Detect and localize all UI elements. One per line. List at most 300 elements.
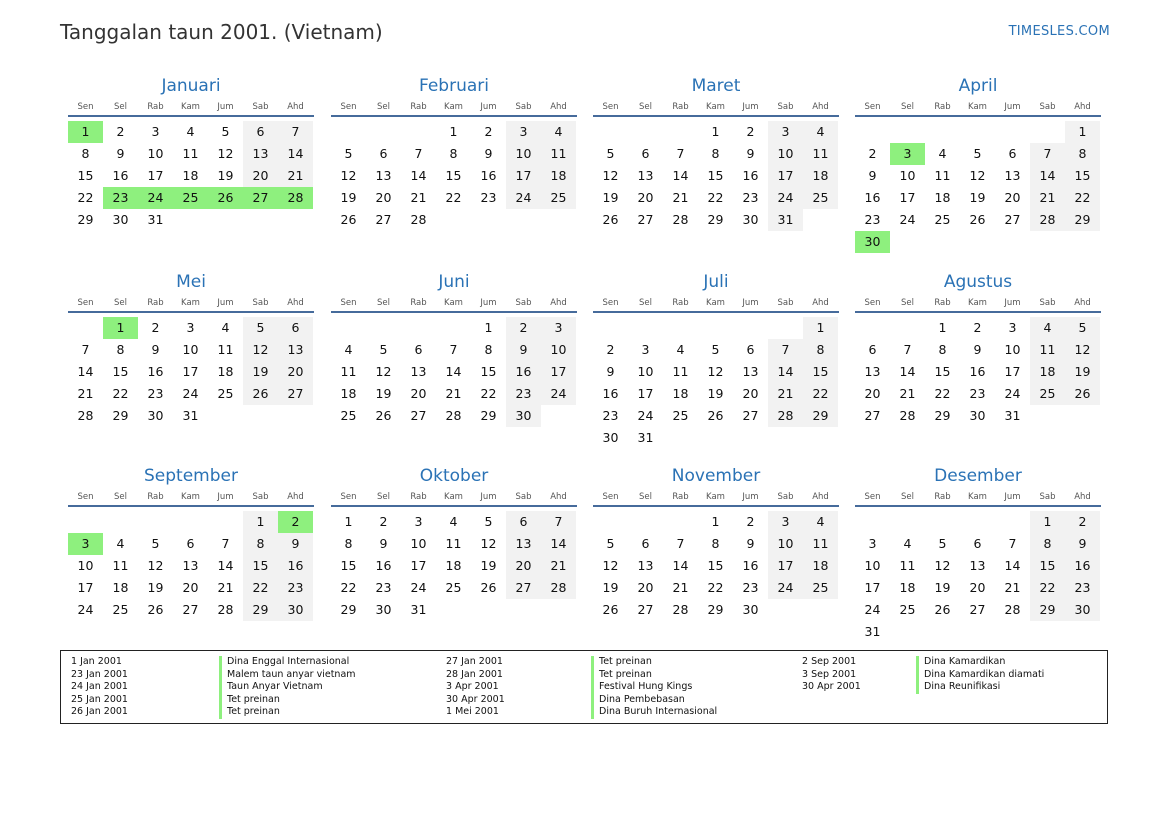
day-grid: [68, 511, 314, 621]
day-cell: 18: [803, 165, 838, 187]
day-cell: 22: [112, 386, 129, 401]
month-september: [68, 465, 314, 621]
day-cell: 30: [602, 430, 619, 445]
weekday-label: Sab: [252, 492, 269, 502]
day-cell: 13: [637, 558, 654, 573]
month-januari: [68, 75, 314, 231]
weekday-label: Rab: [147, 492, 164, 502]
day-cell: 3: [1008, 320, 1017, 335]
weekday-label: Jum: [742, 298, 759, 308]
day-cell: 28: [899, 408, 916, 423]
day-cell: 5: [151, 536, 160, 551]
day-cell: 17: [899, 190, 916, 205]
day-cell: 5: [606, 146, 615, 161]
day-cell: 22: [1065, 187, 1100, 209]
day-cell: 28: [410, 212, 427, 227]
day-cell: 29: [707, 212, 724, 227]
weekday-label: Ahd: [812, 298, 829, 308]
day-cell: 30: [506, 405, 541, 427]
day-cell: 8: [81, 146, 90, 161]
day-cell: 10: [182, 342, 199, 357]
day-cell: 15: [707, 558, 724, 573]
day-cell: 16: [278, 555, 313, 577]
day-cell: 6: [186, 536, 195, 551]
empty-cell: [1030, 121, 1065, 143]
weekday-label: Jum: [742, 102, 759, 112]
holiday-name: Dina Kamardikan: [916, 656, 1044, 669]
day-cell: 3: [541, 317, 576, 339]
day-cell: 19: [707, 386, 724, 401]
day-cell: 10: [1004, 342, 1021, 357]
weekday-label: Kam: [706, 492, 725, 502]
holiday-day-cell: 26: [208, 187, 243, 209]
day-cell: 23: [864, 212, 881, 227]
weekday-label: Kam: [444, 298, 463, 308]
day-cell: 6: [243, 121, 278, 143]
weekday-label: Sen: [864, 298, 881, 308]
day-cell: 8: [116, 342, 125, 357]
day-cell: 22: [480, 386, 497, 401]
day-cell: 10: [541, 339, 576, 361]
empty-cell: [855, 511, 890, 533]
day-cell: 29: [340, 602, 357, 617]
weekday-header: [855, 297, 1101, 313]
day-cell: 23: [1065, 577, 1100, 599]
day-cell: 8: [711, 146, 720, 161]
weekday-label: Sen: [77, 102, 94, 112]
day-cell: 26: [243, 383, 278, 405]
weekday-label: Sab: [1039, 298, 1056, 308]
day-cell: 29: [1065, 209, 1100, 231]
day-cell: 13: [182, 558, 199, 573]
day-cell: 9: [484, 146, 493, 161]
day-cell: 26: [340, 212, 357, 227]
weekday-label: Sel: [639, 102, 652, 112]
weekday-label: Jum: [217, 492, 234, 502]
day-cell: 20: [864, 386, 881, 401]
day-cell: 9: [1065, 533, 1100, 555]
weekday-label: Rab: [934, 298, 951, 308]
day-cell: 18: [541, 165, 576, 187]
holiday-date: 30 Apr 2001: [802, 681, 861, 693]
day-cell: 21: [1004, 580, 1021, 595]
month-februari: [331, 75, 577, 231]
day-cell: 14: [410, 168, 427, 183]
day-cell: 2: [151, 320, 160, 335]
weekday-label: Sel: [901, 298, 914, 308]
weekday-label: Sen: [602, 492, 619, 502]
day-cell: 5: [938, 536, 947, 551]
weekday-label: Sab: [777, 492, 794, 502]
day-cell: 17: [1004, 364, 1021, 379]
day-cell: 26: [480, 580, 497, 595]
day-cell: 17: [147, 168, 164, 183]
day-cell: 1: [344, 514, 353, 529]
weekday-label: Kam: [968, 102, 987, 112]
day-cell: 12: [969, 168, 986, 183]
day-cell: 28: [541, 577, 576, 599]
empty-cell: [663, 511, 698, 533]
day-cell: 20: [637, 580, 654, 595]
day-grid: [593, 121, 839, 231]
day-cell: 19: [969, 190, 986, 205]
day-cell: 20: [637, 190, 654, 205]
day-cell: 16: [742, 558, 759, 573]
day-cell: 24: [864, 602, 881, 617]
holiday-day-cell: 25: [173, 187, 208, 209]
day-cell: 15: [934, 364, 951, 379]
holiday-name: Dina Pembebasan: [591, 694, 717, 707]
day-cell: 31: [1004, 408, 1021, 423]
day-cell: 7: [903, 342, 912, 357]
day-cell: 28: [1004, 602, 1021, 617]
day-cell: 25: [803, 577, 838, 599]
month-name: Oktober: [419, 466, 489, 486]
day-cell: 6: [1008, 146, 1017, 161]
day-cell: 1: [449, 124, 458, 139]
day-cell: 29: [480, 408, 497, 423]
weekday-label: Ahd: [812, 102, 829, 112]
day-cell: 18: [217, 364, 234, 379]
day-cell: 13: [375, 168, 392, 183]
weekday-label: Sen: [602, 298, 619, 308]
day-cell: 10: [899, 168, 916, 183]
empty-cell: [401, 317, 436, 339]
day-cell: 28: [217, 602, 234, 617]
day-cell: 25: [340, 408, 357, 423]
day-grid: [855, 121, 1101, 253]
day-cell: 14: [768, 361, 803, 383]
day-grid: [331, 121, 577, 231]
day-cell: 16: [112, 168, 129, 183]
month-name: Mei: [176, 272, 206, 292]
weekday-label: Sab: [515, 102, 532, 112]
day-cell: 27: [969, 602, 986, 617]
day-cell: 5: [606, 536, 615, 551]
brand-link[interactable]: TIMESLES.COM: [1008, 24, 1110, 39]
day-cell: 18: [672, 386, 689, 401]
empty-cell: [593, 317, 628, 339]
day-cell: 27: [278, 383, 313, 405]
weekday-label: Kam: [968, 492, 987, 502]
day-cell: 25: [1030, 383, 1065, 405]
day-cell: 7: [1008, 536, 1017, 551]
month-name: Desember: [934, 466, 1022, 486]
day-cell: 7: [221, 536, 230, 551]
day-cell: 17: [506, 165, 541, 187]
day-cell: 9: [606, 364, 615, 379]
month-desember: [855, 465, 1101, 643]
day-cell: 1: [1030, 511, 1065, 533]
weekday-label: Jum: [1004, 492, 1021, 502]
day-cell: 12: [707, 364, 724, 379]
day-cell: 5: [973, 146, 982, 161]
day-cell: 22: [934, 386, 951, 401]
empty-cell: [890, 511, 925, 533]
day-cell: 14: [672, 558, 689, 573]
day-cell: 9: [746, 536, 755, 551]
day-cell: 6: [414, 342, 423, 357]
holiday-name: Tet preinan: [219, 694, 356, 707]
day-cell: 4: [186, 124, 195, 139]
empty-cell: [698, 317, 733, 339]
day-cell: 24: [768, 187, 803, 209]
weekday-label: Ahd: [812, 492, 829, 502]
day-cell: 26: [934, 602, 951, 617]
empty-cell: [960, 511, 995, 533]
empty-cell: [995, 121, 1030, 143]
legend-dates-col-1: [71, 656, 128, 719]
holiday-day-cell: 3: [68, 533, 103, 555]
empty-cell: [366, 121, 401, 143]
empty-cell: [628, 121, 663, 143]
day-cell: 21: [672, 580, 689, 595]
day-cell: 24: [77, 602, 94, 617]
day-cell: 22: [707, 580, 724, 595]
empty-cell: [68, 511, 103, 533]
day-cell: 21: [1030, 187, 1065, 209]
day-cell: 3: [641, 342, 650, 357]
day-cell: 19: [1065, 361, 1100, 383]
day-cell: 2: [116, 124, 125, 139]
weekday-label: Sen: [602, 102, 619, 112]
day-cell: 13: [506, 533, 541, 555]
day-cell: 1: [1065, 121, 1100, 143]
day-cell: 26: [969, 212, 986, 227]
weekday-label: Ahd: [287, 492, 304, 502]
weekday-label: Kam: [181, 492, 200, 502]
day-cell: 16: [1065, 555, 1100, 577]
month-name: Agustus: [943, 272, 1013, 292]
month-oktober: [331, 465, 577, 621]
weekday-label: Sel: [377, 492, 390, 502]
day-cell: 7: [676, 146, 685, 161]
weekday-label: Sab: [777, 298, 794, 308]
day-cell: 1: [711, 514, 720, 529]
day-cell: 18: [340, 386, 357, 401]
weekday-header: [855, 101, 1101, 117]
day-cell: 24: [506, 187, 541, 209]
day-cell: 10: [506, 143, 541, 165]
day-cell: 12: [602, 168, 619, 183]
day-cell: 25: [803, 187, 838, 209]
day-cell: 17: [864, 580, 881, 595]
day-cell: 20: [506, 555, 541, 577]
day-cell: 18: [934, 190, 951, 205]
day-cell: 27: [742, 408, 759, 423]
day-cell: 4: [676, 342, 685, 357]
day-cell: 21: [445, 386, 462, 401]
day-cell: 16: [864, 190, 881, 205]
month-juni: [331, 271, 577, 427]
day-cell: 28: [1030, 209, 1065, 231]
holiday-day-cell: 1: [68, 121, 103, 143]
day-cell: 25: [672, 408, 689, 423]
weekday-header: [331, 101, 577, 117]
weekday-label: Jum: [742, 492, 759, 502]
weekday-header: [855, 491, 1101, 507]
day-cell: 12: [934, 558, 951, 573]
day-cell: 11: [803, 533, 838, 555]
day-cell: 30: [147, 408, 164, 423]
day-cell: 8: [1030, 533, 1065, 555]
day-cell: 6: [506, 511, 541, 533]
day-cell: 16: [375, 558, 392, 573]
day-cell: 7: [414, 146, 423, 161]
day-cell: 9: [746, 146, 755, 161]
weekday-label: Rab: [934, 492, 951, 502]
weekday-label: Sen: [864, 102, 881, 112]
day-grid: [593, 317, 839, 449]
weekday-label: Rab: [672, 492, 689, 502]
day-cell: 8: [938, 342, 947, 357]
empty-cell: [331, 121, 366, 143]
day-cell: 13: [1004, 168, 1021, 183]
day-cell: 29: [707, 602, 724, 617]
day-cell: 10: [147, 146, 164, 161]
empty-cell: [890, 317, 925, 339]
day-cell: 29: [112, 408, 129, 423]
day-cell: 19: [243, 361, 278, 383]
weekday-label: Ahd: [550, 492, 567, 502]
weekday-label: Jum: [480, 492, 497, 502]
holiday-date: 3 Sep 2001: [802, 668, 857, 680]
day-cell: 14: [77, 364, 94, 379]
day-cell: 22: [707, 190, 724, 205]
day-cell: 24: [541, 383, 576, 405]
day-cell: 11: [803, 143, 838, 165]
month-november: [593, 465, 839, 621]
day-cell: 3: [768, 121, 803, 143]
weekday-label: Sab: [515, 492, 532, 502]
holiday-date: 23 Jan 2001: [71, 668, 128, 680]
weekday-header: [593, 297, 839, 313]
day-cell: 24: [899, 212, 916, 227]
day-cell: 9: [506, 339, 541, 361]
day-cell: 3: [868, 536, 877, 551]
holiday-day-cell: 27: [243, 187, 278, 209]
holiday-day-cell: 1: [103, 317, 138, 339]
day-cell: 22: [340, 580, 357, 595]
day-cell: 13: [243, 143, 278, 165]
day-cell: 26: [147, 602, 164, 617]
day-cell: 23: [506, 383, 541, 405]
holiday-date: 30 Apr 2001: [446, 693, 505, 705]
day-cell: 2: [868, 146, 877, 161]
day-cell: 28: [768, 405, 803, 427]
day-cell: 10: [768, 533, 803, 555]
day-cell: 18: [1030, 361, 1065, 383]
day-cell: 3: [768, 511, 803, 533]
weekday-label: Sen: [340, 102, 357, 112]
weekday-header: [68, 297, 314, 313]
day-cell: 15: [112, 364, 129, 379]
day-cell: 23: [742, 580, 759, 595]
day-cell: 10: [864, 558, 881, 573]
day-cell: 14: [445, 364, 462, 379]
day-cell: 12: [602, 558, 619, 573]
day-grid: [68, 121, 314, 231]
weekday-label: Kam: [181, 298, 200, 308]
page-title: Tanggalan taun 2001. (Vietnam): [60, 20, 383, 44]
day-cell: 1: [484, 320, 493, 335]
weekday-label: Rab: [410, 298, 427, 308]
weekday-label: Ahd: [550, 298, 567, 308]
holiday-name: Tet preinan: [591, 669, 717, 682]
weekday-label: Sab: [252, 102, 269, 112]
empty-cell: [855, 121, 890, 143]
day-cell: 22: [445, 190, 462, 205]
day-cell: 2: [973, 320, 982, 335]
day-cell: 13: [742, 364, 759, 379]
day-cell: 9: [379, 536, 388, 551]
empty-cell: [593, 121, 628, 143]
weekday-label: Sel: [114, 298, 127, 308]
day-cell: 1: [711, 124, 720, 139]
day-cell: 8: [1065, 143, 1100, 165]
empty-cell: [890, 121, 925, 143]
empty-cell: [663, 317, 698, 339]
day-cell: 28: [77, 408, 94, 423]
day-cell: 5: [344, 146, 353, 161]
day-cell: 4: [938, 146, 947, 161]
legend-names-col-1: [219, 656, 356, 719]
day-cell: 7: [1030, 143, 1065, 165]
day-cell: 24: [768, 577, 803, 599]
day-cell: 5: [711, 342, 720, 357]
day-cell: 21: [77, 386, 94, 401]
day-cell: 11: [182, 146, 199, 161]
day-cell: 31: [182, 408, 199, 423]
day-cell: 27: [1004, 212, 1021, 227]
day-cell: 4: [1030, 317, 1065, 339]
day-cell: 23: [969, 386, 986, 401]
day-cell: 7: [449, 342, 458, 357]
day-cell: 21: [672, 190, 689, 205]
day-cell: 24: [182, 386, 199, 401]
day-grid: [331, 317, 577, 427]
weekday-label: Jum: [1004, 102, 1021, 112]
weekday-label: Ahd: [1074, 492, 1091, 502]
weekday-label: Sel: [114, 492, 127, 502]
day-grid: [593, 511, 839, 621]
day-cell: 5: [243, 317, 278, 339]
weekday-label: Ahd: [550, 102, 567, 112]
empty-cell: [366, 317, 401, 339]
holiday-day-cell: 2: [278, 511, 313, 533]
holiday-day-cell: 28: [278, 187, 313, 209]
holiday-day-cell: 30: [855, 231, 890, 253]
day-cell: 29: [934, 408, 951, 423]
weekday-label: Jum: [480, 102, 497, 112]
legend-names-col-2: [591, 656, 717, 719]
empty-cell: [733, 317, 768, 339]
holiday-date: 2 Sep 2001: [802, 656, 857, 667]
day-cell: 26: [602, 602, 619, 617]
day-cell: 11: [340, 364, 357, 379]
day-cell: 12: [217, 146, 234, 161]
day-cell: 7: [278, 121, 313, 143]
day-cell: 29: [243, 599, 278, 621]
day-cell: 8: [449, 146, 458, 161]
day-cell: 11: [445, 536, 462, 551]
day-cell: 21: [410, 190, 427, 205]
day-cell: 6: [641, 146, 650, 161]
day-cell: 16: [969, 364, 986, 379]
legend-dates-col-3: [802, 656, 861, 694]
day-cell: 30: [375, 602, 392, 617]
day-cell: 19: [602, 580, 619, 595]
